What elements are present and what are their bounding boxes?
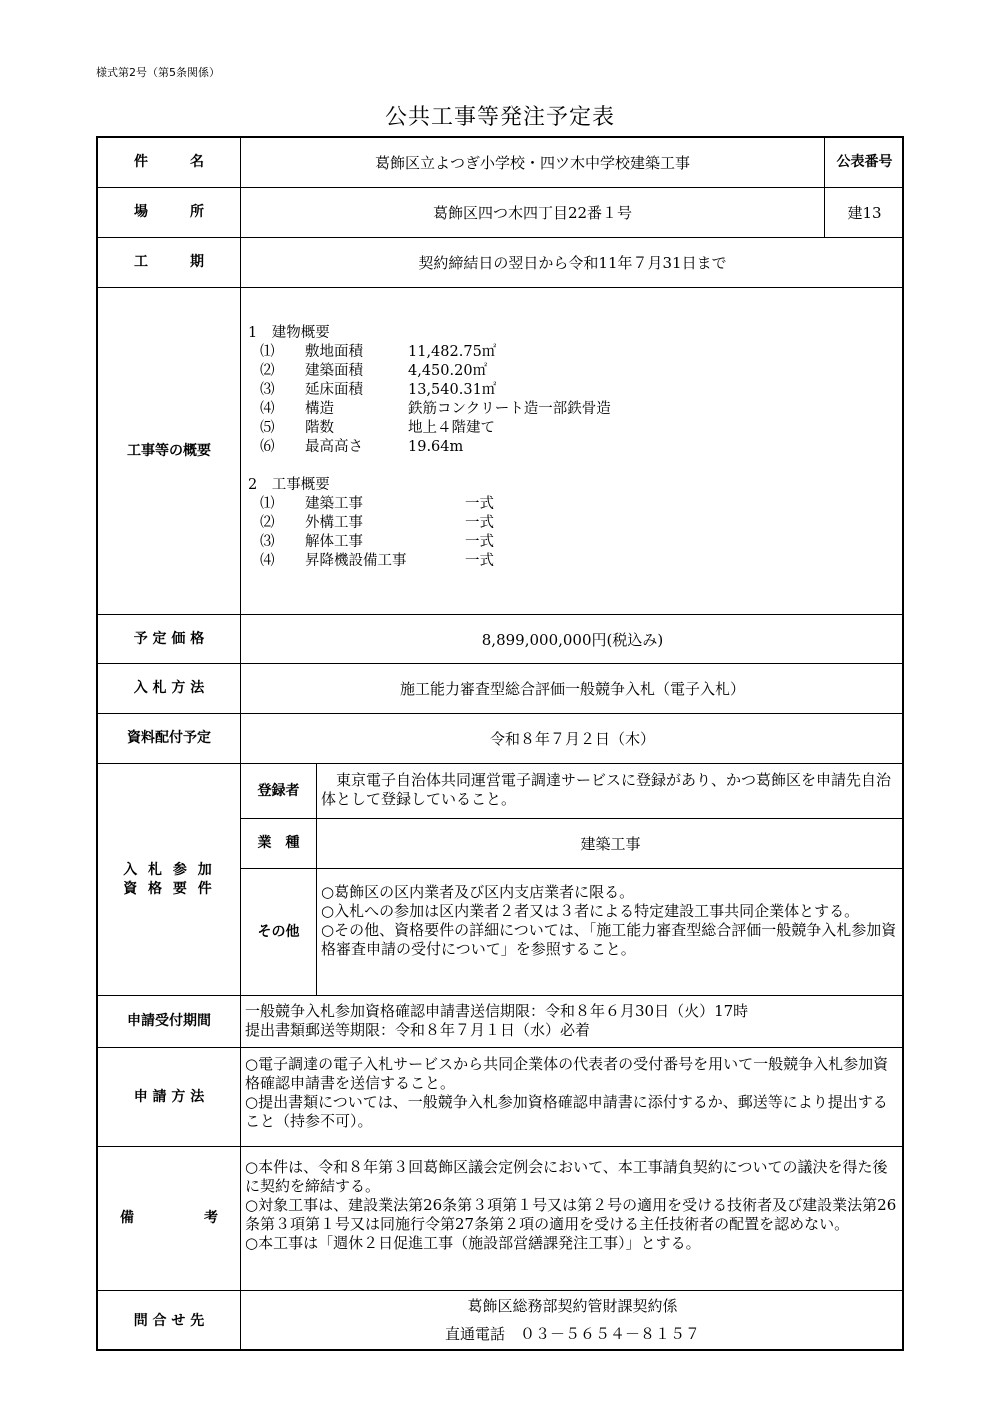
form-number: 様式第2号（第5条関係） [96, 66, 220, 79]
list-item: ⑹ 最高高さ 19.64m [260, 439, 464, 455]
application-method-line-2: ○提出書類については、一般競争入札参加資格確認申請書に添付するか、郵送等により提出すること（持参不可）。 [245, 1093, 888, 1130]
other-line-1: ○葛飾区の区内業者及び区内支店業者に限る。 [321, 883, 635, 901]
qualification-label: 入 札 参 加 資 格 要 件 [123, 861, 215, 897]
list-item: ⑷ 構造 鉄筋コンクリート造一部鉄骨造 [260, 401, 611, 417]
publication-no-value: 建13 [847, 204, 882, 222]
other-line-2: ○入札への参加は区内業者２者又は３者による特定建設工事共同企業体とする。 [321, 902, 860, 920]
application-period-label: 申請受付期間 [127, 1013, 211, 1030]
application-period-value [245, 1002, 900, 1040]
overview-section1-title: 1 建物概要 [248, 325, 330, 341]
application-method-value [245, 1055, 900, 1131]
page-title: 公共工事等発注予定表 [384, 105, 615, 130]
application-period-line-2: 提出書類郵送等期限：令和８年７月１日（水）必着 [245, 1021, 591, 1039]
period-value: 契約締結日の翌日から令和11年７月31日まで [418, 254, 727, 272]
list-item: ⑶ 延床面積 13,540.31㎡ [260, 382, 497, 398]
list-item: ⑸ 階数 地上４階建て [260, 420, 495, 436]
other-label: その他 [257, 923, 300, 940]
price-label: 予 定 価 格 [133, 630, 205, 647]
list-item: ⑴ 敷地面積 11,482.75㎡ [260, 344, 497, 360]
list-item: ⑴ 建築工事 一式 [260, 496, 494, 512]
remarks-label: 備 考 [120, 1210, 218, 1227]
location-value: 葛飾区四つ木四丁目22番１号 [432, 204, 633, 222]
name-label: 件 名 [134, 154, 204, 171]
name-value: 葛飾区立よつぎ小学校・四ツ木中学校建築工事 [374, 154, 690, 172]
overview-content [248, 324, 888, 571]
period-label: 工 期 [134, 254, 204, 271]
publication-no-label: 公表番号 [836, 154, 893, 171]
remarks-line-3: ○本工事は「週休２日促進工事（施設部営繕課発注工事）」とする。 [245, 1234, 701, 1252]
bid-method-label: 入 札 方 法 [133, 680, 205, 697]
application-method-label: 申 請 方 法 [133, 1088, 205, 1105]
overview-section1-list [248, 343, 888, 457]
registrant-value: 東京電子自治体共同運営電子調達サービスに登録があり、かつ葛飾区を申請先自治体として登録していること。 [321, 771, 892, 808]
overview-label: 工事等の概要 [127, 442, 211, 459]
list-item: ⑵ 建築面積 4,450.20㎡ [260, 363, 488, 379]
registrant-label: 登録者 [257, 782, 300, 799]
overview-section2-list [248, 495, 888, 571]
location-label: 場 所 [134, 204, 204, 221]
industry-label: 業 種 [257, 835, 300, 852]
schedule-table [96, 136, 904, 1351]
price-value: 8,899,000,000円(税込み) [481, 630, 664, 649]
bid-method-value: 施工能力審査型総合評価一般競争入札（電子入札） [399, 680, 745, 698]
industry-value: 建築工事 [580, 835, 641, 853]
overview-section2-title: 2 工事概要 [248, 477, 330, 493]
contact-phone: 直通電話 ０３－５６５４－８１５７ [444, 1324, 700, 1343]
list-item: ⑷ 昇降機設備工事 一式 [260, 553, 494, 569]
contact-department: 葛飾区総務部契約管財課契約係 [467, 1296, 678, 1315]
list-item: ⑶ 解体工事 一式 [260, 534, 494, 550]
doc-distribution-value: 令和８年７月２日（木） [489, 730, 655, 748]
other-value [321, 883, 899, 959]
contact-label: 問 合 せ 先 [133, 1312, 205, 1329]
application-method-line-1: ○電子調達の電子入札サービスから共同企業体の代表者の受付番号を用いて一般競争入札参加資格確認申請書を送信すること。 [245, 1055, 889, 1092]
doc-distribution-label: 資料配付予定 [127, 730, 211, 747]
application-period-line-1: 一般競争入札参加資格確認申請書送信期限：令和８年６月30日（火）17時 [245, 1002, 749, 1020]
other-line-3: ○その他、資格要件の詳細については、「施工能力審査型総合評価一般競争入札参加資格審査申請の受付について」を参照すること。 [321, 921, 897, 958]
remarks-line-2: ○対象工事は、建設業法第26条第３項第１号又は第２号の適用を受ける技術者及び建設業法第26条第３項第１号又は同施行令第27条第２項の適用を受ける主任技術者の配置を認めない。 [245, 1196, 897, 1233]
remarks-line-1: ○本件は、令和８年第３回葛飾区議会定例会において、本工事請負契約についての議決を得た後に契約を締結する。 [245, 1158, 888, 1195]
remarks-value [245, 1158, 900, 1253]
list-item: ⑵ 外構工事 一式 [260, 515, 494, 531]
